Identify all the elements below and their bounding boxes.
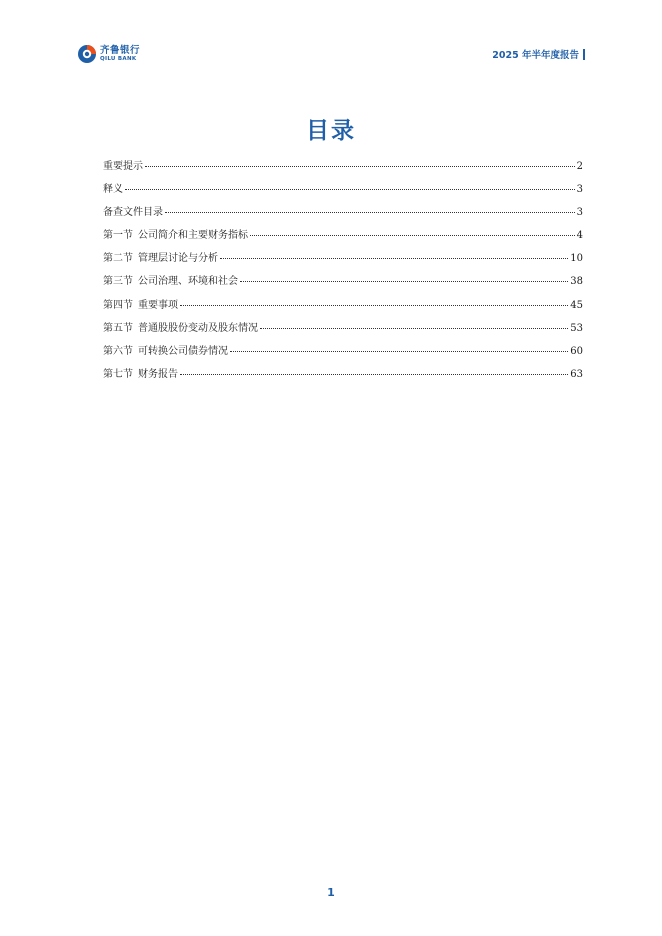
logo-chinese-name: 齐鲁银行	[100, 45, 141, 56]
toc-entry-section-6[interactable]	[103, 342, 583, 365]
qilu-bank-logo-icon	[77, 44, 97, 64]
toc-heading: 目录	[306, 118, 356, 144]
toc-leader-dots	[230, 351, 568, 352]
toc-entry-section: 第二节	[103, 253, 133, 265]
toc-entry-section-2[interactable]	[103, 249, 583, 272]
toc-entry-page: 10	[570, 253, 583, 265]
toc-leader-dots	[250, 235, 575, 236]
toc-entry-page: 63	[570, 368, 583, 380]
toc-entry-page: 45	[570, 299, 583, 311]
toc-entry-page: 4	[576, 230, 583, 242]
toc-entry-title: 重要提示	[103, 161, 143, 172]
bank-logo	[77, 44, 140, 64]
toc-entry-title: 释义	[103, 184, 123, 196]
toc-leader-dots	[180, 305, 568, 306]
toc-leader-dots	[180, 374, 568, 375]
toc-leader-dots	[165, 212, 575, 213]
toc-entry-section-1[interactable]	[103, 226, 583, 249]
page-number: 1	[327, 886, 335, 899]
toc-entry-section: 第四节	[103, 299, 133, 311]
title-divider-bar	[583, 49, 585, 60]
toc-entry-section: 第七节	[103, 368, 133, 380]
table-of-contents	[103, 157, 583, 388]
toc-entry-title: 公司治理、环境和社会	[138, 276, 238, 288]
toc-entry-page: 3	[576, 207, 583, 219]
toc-entry-title: 重要事项	[138, 299, 178, 311]
toc-entry-definitions[interactable]	[103, 180, 583, 203]
report-title	[492, 47, 585, 61]
toc-entry-section-5[interactable]	[103, 319, 583, 342]
toc-leader-dots	[260, 328, 568, 329]
toc-entry-page: 53	[570, 322, 583, 334]
toc-entry-title: 可转换公司债券情况	[138, 345, 228, 357]
toc-entry-reference-documents[interactable]	[103, 203, 583, 226]
toc-entry-section: 第六节	[103, 345, 133, 357]
toc-entry-section: 第一节	[103, 230, 133, 242]
page-header	[0, 0, 662, 70]
toc-entry-section-4[interactable]	[103, 296, 583, 319]
toc-leader-dots	[220, 258, 568, 259]
toc-entry-title: 普通股股份变动及股东情况	[138, 322, 258, 334]
toc-entry-page: 60	[570, 345, 583, 357]
toc-entry-section-3[interactable]	[103, 272, 583, 295]
toc-entry-page: 38	[570, 276, 583, 288]
toc-entry-important-notice[interactable]	[103, 157, 583, 180]
toc-entry-title: 公司简介和主要财务指标	[138, 230, 248, 242]
toc-entry-title: 管理层讨论与分析	[138, 253, 218, 265]
toc-entry-section-7[interactable]	[103, 365, 583, 388]
report-title-text: 2025 年半年度报告	[492, 50, 579, 61]
logo-english-name: QILU BANK	[100, 55, 137, 62]
toc-entry-title: 备查文件目录	[103, 207, 163, 219]
toc-entry-page: 2	[576, 161, 583, 172]
toc-entry-section: 第三节	[103, 276, 133, 288]
toc-leader-dots	[125, 189, 575, 190]
toc-leader-dots	[145, 166, 575, 167]
toc-entry-title: 财务报告	[138, 368, 178, 380]
toc-leader-dots	[240, 281, 568, 282]
toc-entry-page: 3	[576, 184, 583, 196]
toc-entry-section: 第五节	[103, 322, 133, 334]
